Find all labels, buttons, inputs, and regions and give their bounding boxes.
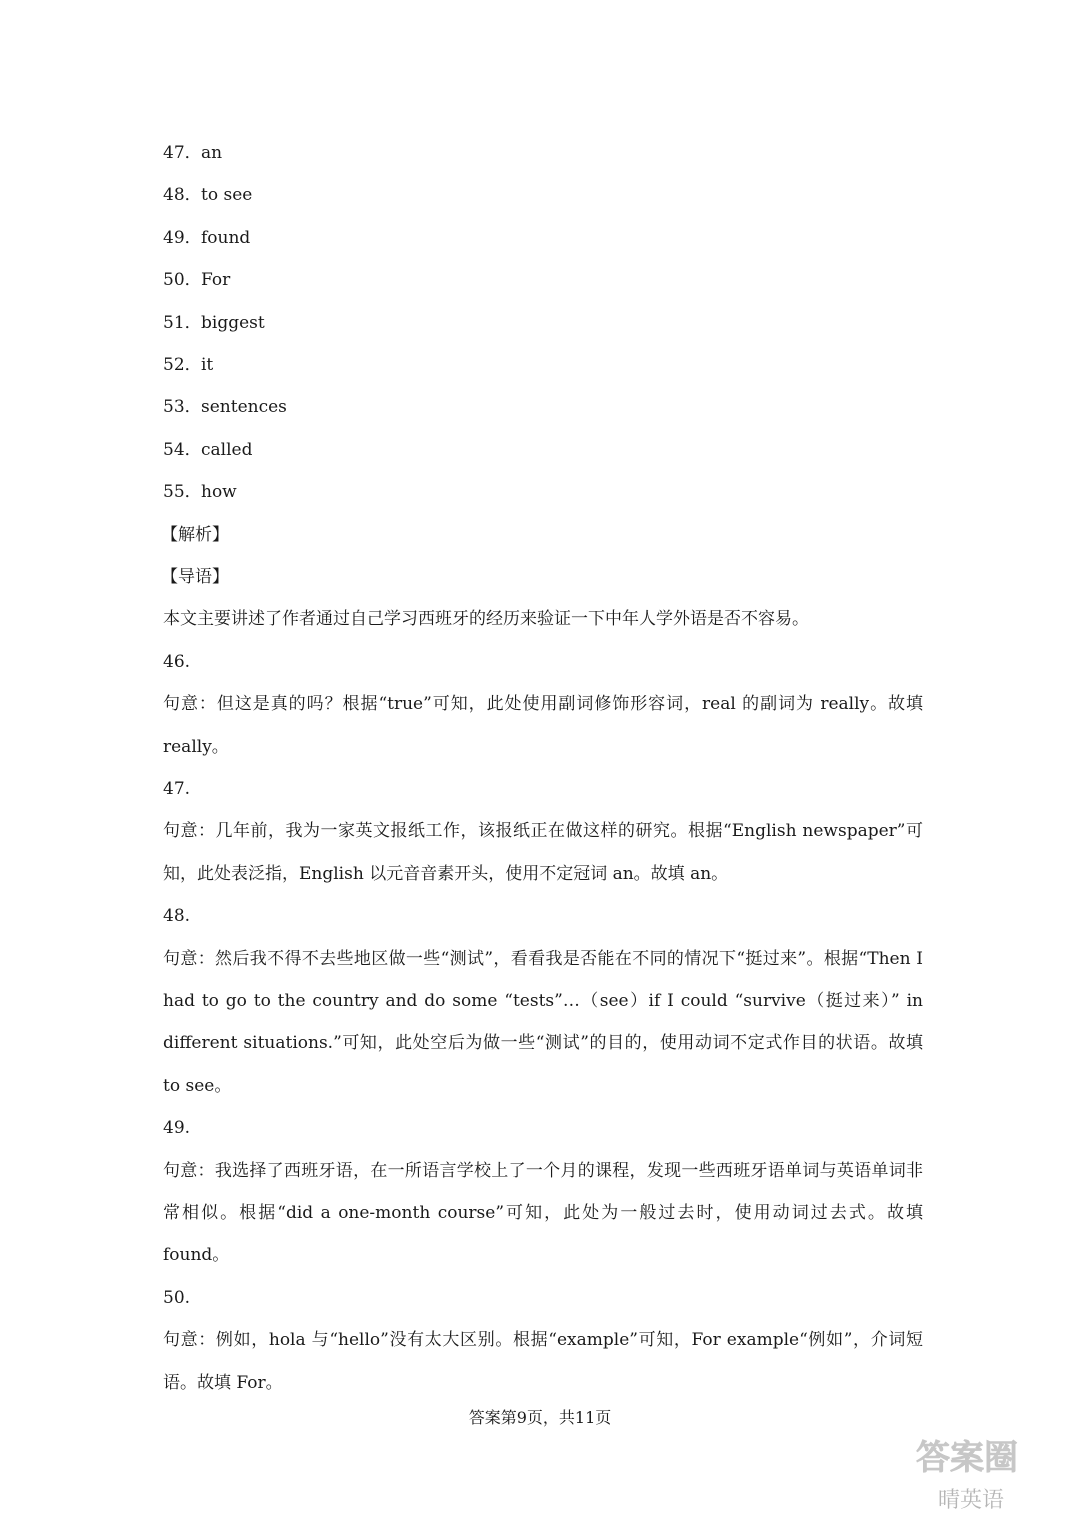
answer-text: to see: [201, 185, 253, 206]
answer-number: 49．: [163, 227, 202, 248]
explanation-text: 句意：几年前，我为一家英文报纸工作，该报纸正在做这样的研究。根据“English newspaper”可知，此处表泛指，English 以元音音素开头，使用不定冠词 an。故填 an。: [163, 821, 923, 884]
explanation-block: [163, 895, 923, 1107]
svg-text:答案圈: 答案圈: [916, 1438, 1018, 1478]
explanation-text: 句意：然后我不得不去些地区做一些“测试”，看看我是否能在不同的情况下“挺过来”。根据“Then I had to go to the country and do some “tests”…（see）if I could “survive（挺过来）” in different situations.”可知，此处空后为做一些“测试”的目的，使用动词不定式作目的状语。故填 to see。: [163, 948, 923, 1096]
answer-number: 52．: [163, 354, 202, 375]
answer-number: 55．: [163, 482, 202, 503]
answer-text: biggest: [201, 312, 265, 333]
answer-text: found: [201, 227, 251, 248]
answer-text: how: [201, 482, 237, 503]
question-number: 49.: [163, 1118, 191, 1139]
answer-text: For: [201, 270, 231, 291]
explanation-text: 句意：但这是真的吗？根据“true”可知，此处使用副词修饰形容词，real 的副词为 really。故填 really。: [163, 694, 923, 757]
answer-number: 53．: [163, 397, 202, 418]
explanation-block: [163, 641, 923, 768]
explanation-text: 句意：我选择了西班牙语，在一所语言学校上了一个月的课程，发现一些西班牙语单词与英语单词非常相似。根据“did a one-month course”可知，此处为一般过去时，使用动词过去式。故填 found。: [163, 1160, 923, 1266]
intro-label: 【导语】: [161, 566, 229, 587]
answer-number: 48．: [163, 185, 202, 206]
answer-text: it: [201, 354, 214, 375]
answer-item: [163, 386, 923, 428]
answer-item: [163, 174, 923, 216]
explanation-block: [163, 1277, 923, 1404]
answer-number: 51．: [163, 312, 202, 333]
answer-number: 54．: [163, 439, 202, 460]
answer-item: [163, 217, 923, 259]
svg-text:晴英语: 晴英语: [938, 1488, 1005, 1513]
question-number: 47.: [163, 778, 191, 799]
analysis-label: 【解析】: [161, 524, 229, 545]
answer-item: [163, 259, 923, 301]
answer-number: 47．: [163, 143, 202, 163]
watermark-logo: [908, 1417, 1058, 1517]
explanation-block: [163, 1107, 923, 1277]
question-number: 50.: [163, 1287, 191, 1308]
question-number: 46.: [163, 651, 191, 672]
question-number: 48.: [163, 906, 191, 927]
explanation-text: 句意：例如，hola 与“hello”没有太大区别。根据“example”可知，For example“例如”，介词短语。故填 For。: [163, 1330, 923, 1393]
answer-text: called: [201, 439, 253, 460]
answer-text: sentences: [201, 397, 287, 418]
answer-text: an: [201, 143, 223, 163]
page-content: [163, 132, 923, 1404]
answer-list: [163, 132, 923, 514]
answer-number: 50．: [163, 270, 202, 291]
explanation-block: [163, 768, 923, 895]
answer-item: [163, 429, 923, 471]
answer-item: [163, 302, 923, 344]
answer-item: [163, 132, 923, 174]
page-footer: 答案第9页，共11页: [468, 1408, 612, 1427]
intro-text: 本文主要讲述了作者通过自己学习西班牙的经历来验证一下中年人学外语是否不容易。: [163, 609, 809, 630]
answer-item: [163, 471, 923, 513]
answer-item: [163, 344, 923, 386]
